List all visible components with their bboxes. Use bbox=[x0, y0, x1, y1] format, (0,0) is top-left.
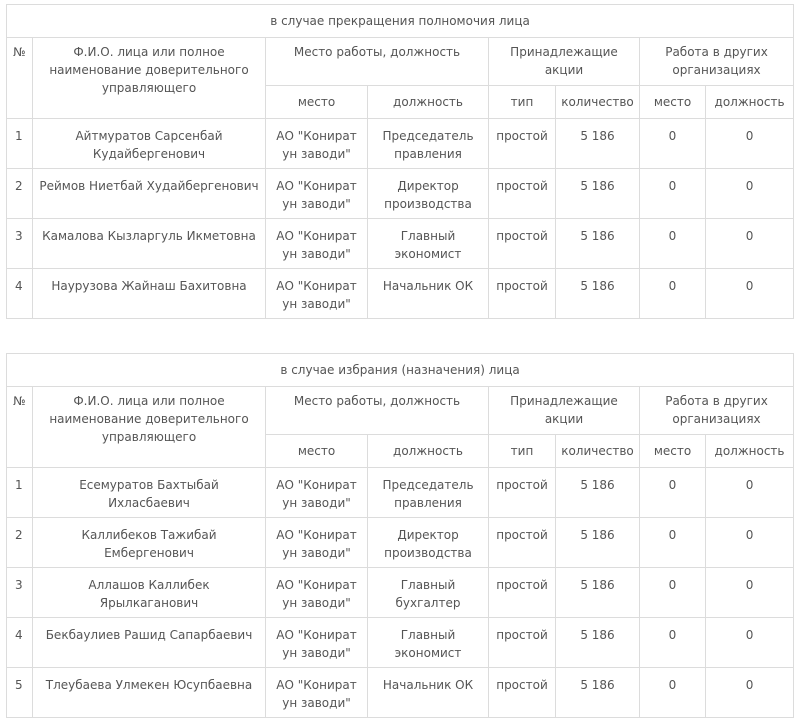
cell-num: 2 bbox=[7, 518, 33, 568]
cell-place: АО "Конират ун заводи" bbox=[266, 119, 368, 169]
cell-type: простой bbox=[489, 219, 556, 269]
cell-place: АО "Конират ун заводи" bbox=[266, 618, 368, 668]
header-shares: Принадлежащие акции bbox=[489, 387, 640, 435]
cell-type: простой bbox=[489, 668, 556, 718]
table-row bbox=[7, 618, 794, 668]
cell-position: Директор производства bbox=[368, 518, 489, 568]
cell-num: 4 bbox=[7, 618, 33, 668]
header-type: тип bbox=[489, 86, 556, 119]
cell-position: Председатель правления bbox=[368, 468, 489, 518]
cell-other-place: 0 bbox=[640, 668, 706, 718]
header-other-position: должность bbox=[706, 86, 794, 119]
cell-num: 4 bbox=[7, 269, 33, 319]
cell-type: простой bbox=[489, 568, 556, 618]
cell-place: АО "Конират ун заводи" bbox=[266, 568, 368, 618]
header-place: место bbox=[266, 86, 368, 119]
cell-other-place: 0 bbox=[640, 119, 706, 169]
cell-name: Бекбаулиев Рашид Сапарбаевич bbox=[33, 618, 266, 668]
cell-quantity: 5 186 bbox=[556, 668, 640, 718]
cell-other-position: 0 bbox=[706, 618, 794, 668]
header-position: должность bbox=[368, 435, 489, 468]
table-row bbox=[7, 119, 794, 169]
cell-type: простой bbox=[489, 269, 556, 319]
header-type: тип bbox=[489, 435, 556, 468]
cell-type: простой bbox=[489, 119, 556, 169]
cell-name: Аллашов Каллибек Ярылкаганович bbox=[33, 568, 266, 618]
cell-num: 3 bbox=[7, 219, 33, 269]
table-title: в случае прекращения полномочия лица bbox=[7, 5, 794, 38]
table-row bbox=[7, 518, 794, 568]
cell-position: Директор производства bbox=[368, 169, 489, 219]
cell-place: АО "Конират ун заводи" bbox=[266, 468, 368, 518]
dismissal-table bbox=[6, 4, 794, 319]
cell-other-position: 0 bbox=[706, 568, 794, 618]
header-other-orgs: Работа в других организациях bbox=[640, 387, 794, 435]
cell-position: Председатель правления bbox=[368, 119, 489, 169]
cell-quantity: 5 186 bbox=[556, 219, 640, 269]
header-quantity: количество bbox=[556, 86, 640, 119]
cell-quantity: 5 186 bbox=[556, 119, 640, 169]
cell-position: Начальник ОК bbox=[368, 269, 489, 319]
cell-quantity: 5 186 bbox=[556, 618, 640, 668]
cell-name: Каллибеков Тажибай Ембергенович bbox=[33, 518, 266, 568]
cell-other-place: 0 bbox=[640, 169, 706, 219]
cell-position: Главный бухгалтер bbox=[368, 568, 489, 618]
header-position: должность bbox=[368, 86, 489, 119]
table-row bbox=[7, 169, 794, 219]
table-row bbox=[7, 269, 794, 319]
cell-other-position: 0 bbox=[706, 219, 794, 269]
cell-other-position: 0 bbox=[706, 269, 794, 319]
table-row bbox=[7, 568, 794, 618]
cell-position: Главный экономист bbox=[368, 219, 489, 269]
appointment-table bbox=[6, 353, 794, 718]
cell-other-position: 0 bbox=[706, 169, 794, 219]
cell-name: Наурузова Жайнаш Бахитовна bbox=[33, 269, 266, 319]
cell-quantity: 5 186 bbox=[556, 518, 640, 568]
cell-num: 2 bbox=[7, 169, 33, 219]
header-other-place: место bbox=[640, 86, 706, 119]
header-workplace: Место работы, должность bbox=[266, 38, 489, 86]
table-row bbox=[7, 668, 794, 718]
cell-other-place: 0 bbox=[640, 269, 706, 319]
cell-other-place: 0 bbox=[640, 568, 706, 618]
cell-other-place: 0 bbox=[640, 468, 706, 518]
cell-place: АО "Конират ун заводи" bbox=[266, 668, 368, 718]
cell-quantity: 5 186 bbox=[556, 169, 640, 219]
cell-other-position: 0 bbox=[706, 668, 794, 718]
cell-other-place: 0 bbox=[640, 618, 706, 668]
cell-type: простой bbox=[489, 618, 556, 668]
cell-num: 3 bbox=[7, 568, 33, 618]
cell-type: простой bbox=[489, 468, 556, 518]
header-name: Ф.И.О. лица или полное наименование доверительного управляющего bbox=[33, 38, 266, 119]
cell-place: АО "Конират ун заводи" bbox=[266, 269, 368, 319]
header-place: место bbox=[266, 435, 368, 468]
header-shares: Принадлежащие акции bbox=[489, 38, 640, 86]
cell-place: АО "Конират ун заводи" bbox=[266, 169, 368, 219]
header-num: № bbox=[7, 38, 33, 119]
cell-name: Тлеубаева Улмекен Юсупбаевна bbox=[33, 668, 266, 718]
cell-name: Реймов Ниетбай Худайбергенович bbox=[33, 169, 266, 219]
table-row bbox=[7, 468, 794, 518]
cell-other-position: 0 bbox=[706, 119, 794, 169]
cell-place: АО "Конират ун заводи" bbox=[266, 518, 368, 568]
cell-position: Главный экономист bbox=[368, 618, 489, 668]
header-quantity: количество bbox=[556, 435, 640, 468]
cell-num: 1 bbox=[7, 119, 33, 169]
cell-name: Камалова Кызларгуль Икметовна bbox=[33, 219, 266, 269]
cell-other-place: 0 bbox=[640, 219, 706, 269]
cell-other-position: 0 bbox=[706, 468, 794, 518]
cell-quantity: 5 186 bbox=[556, 468, 640, 518]
cell-name: Есемуратов Бахтыбай Ихласбаевич bbox=[33, 468, 266, 518]
cell-other-position: 0 bbox=[706, 518, 794, 568]
table-row bbox=[7, 219, 794, 269]
cell-type: простой bbox=[489, 169, 556, 219]
cell-position: Начальник ОК bbox=[368, 668, 489, 718]
cell-quantity: 5 186 bbox=[556, 269, 640, 319]
header-workplace: Место работы, должность bbox=[266, 387, 489, 435]
cell-quantity: 5 186 bbox=[556, 568, 640, 618]
cell-other-place: 0 bbox=[640, 518, 706, 568]
header-other-orgs: Работа в других организациях bbox=[640, 38, 794, 86]
header-other-place: место bbox=[640, 435, 706, 468]
cell-place: АО "Конират ун заводи" bbox=[266, 219, 368, 269]
header-name: Ф.И.О. лица или полное наименование доверительного управляющего bbox=[33, 387, 266, 468]
table-title: в случае избрания (назначения) лица bbox=[7, 354, 794, 387]
header-num: № bbox=[7, 387, 33, 468]
header-other-position: должность bbox=[706, 435, 794, 468]
cell-name: Айтмуратов Сарсенбай Кудайбергенович bbox=[33, 119, 266, 169]
cell-num: 1 bbox=[7, 468, 33, 518]
cell-type: простой bbox=[489, 518, 556, 568]
cell-num: 5 bbox=[7, 668, 33, 718]
